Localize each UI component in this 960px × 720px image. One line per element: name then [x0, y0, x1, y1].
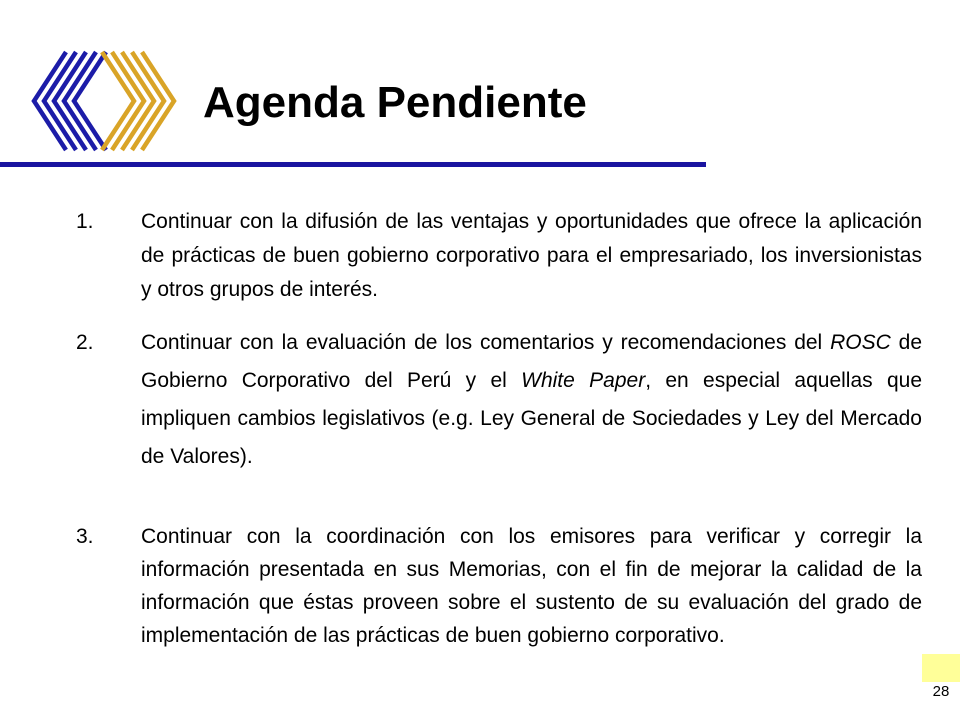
logo-icon: [18, 42, 178, 160]
item-number: 3.: [76, 525, 94, 548]
item-text: [141, 324, 922, 476]
corner-highlight-box: [922, 654, 960, 682]
item-text: Continuar con la coordinación con los emisores para verificar y corregir la información presentada en sus Memorias, con el fin de mejorar la calidad de la información que éstas proveen sobre el sustento de su evaluación del grado de implementación de las prácticas de buen gobierno corporativo.: [141, 525, 922, 647]
page-number: 28: [932, 683, 950, 700]
item-text-part: , en especial aquellas que impliquen cambios legislativos (e.g. Ley General de Sociedades y Ley del Mercado de Valores).: [141, 369, 923, 468]
rosc-emphasis: ROSC: [830, 331, 891, 354]
slide-title: Agenda Pendiente: [203, 78, 587, 127]
item-text-part: de Gobierno Corporativo del Perú y el: [141, 331, 922, 392]
title-divider: [0, 162, 706, 167]
item-text-part: Continuar con la evaluación de los comentarios y recomendaciones del: [141, 331, 831, 354]
item-text: Continuar con la difusión de las ventajas y oportunidades que ofrece la aplicación de prácticas de buen gobierno corporativo para el empresariado, los inversionistas y otros grupos de interés.: [141, 210, 922, 301]
white-paper-emphasis: White Paper: [521, 369, 646, 392]
item-number: 2.: [76, 331, 94, 354]
item-number: 1.: [76, 210, 94, 233]
